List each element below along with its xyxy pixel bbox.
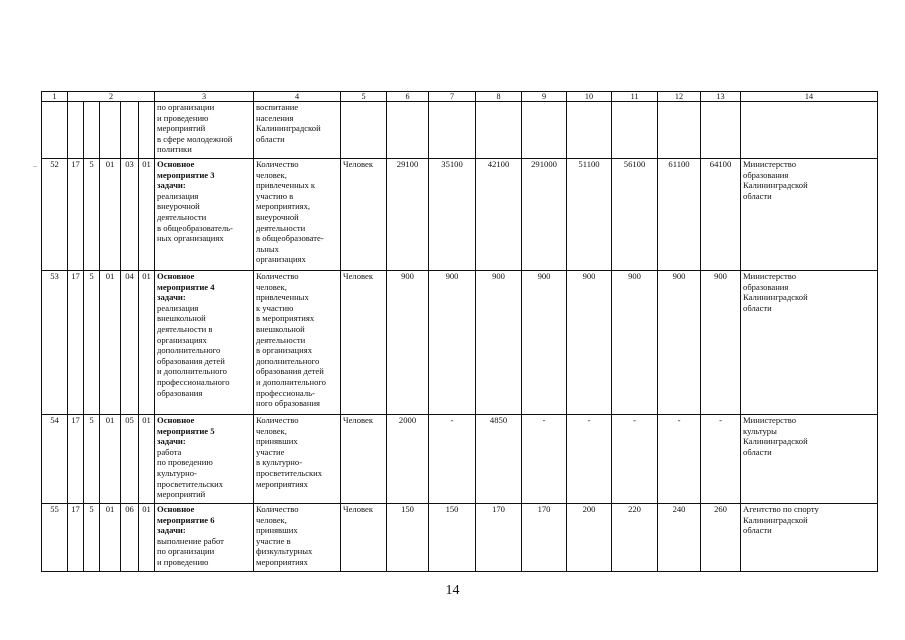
unit-cell: Человек	[341, 504, 387, 572]
header-cell: 8	[476, 92, 522, 102]
executor-cell	[741, 504, 878, 572]
value-cell: 2000	[387, 415, 429, 504]
indicator-text: воспитание населения Калининградской области	[256, 102, 321, 144]
table-row	[42, 271, 878, 415]
code-cell: 03	[121, 159, 139, 271]
page-number: 14	[445, 583, 460, 598]
activity-text: реализация внешкольной деятельности в организациях дополнительного образования детей и дополнительного профессионального образования	[157, 302, 230, 398]
executor-text: Агентство по спорту Калининградской области	[743, 504, 819, 536]
unit-cell: Человек	[341, 271, 387, 415]
value-cell: 220	[612, 504, 658, 572]
value-cell: -	[522, 415, 567, 504]
executor-cell	[741, 271, 878, 415]
row-number: 52	[42, 159, 68, 271]
header-cell: 5	[341, 92, 387, 102]
value-cell: 900	[567, 271, 612, 415]
empty-cell	[68, 102, 84, 159]
header-cell: 1	[42, 92, 68, 102]
value-cell: 35100	[429, 159, 476, 271]
empty-cell	[139, 102, 155, 159]
activities-table	[41, 91, 878, 572]
header-cell: 7	[429, 92, 476, 102]
header-cell: 12	[658, 92, 701, 102]
value-cell: 900	[387, 271, 429, 415]
code-cell: 01	[100, 159, 121, 271]
code-cell: 17	[68, 271, 84, 415]
value-cell: 240	[658, 504, 701, 572]
code-cell: 01	[100, 271, 121, 415]
code-cell: 05	[121, 415, 139, 504]
value-cell: 900	[612, 271, 658, 415]
empty-cell	[341, 102, 387, 159]
code-cell: 06	[121, 504, 139, 572]
header-cell: 3	[155, 92, 254, 102]
value-cell: 51100	[567, 159, 612, 271]
indicator-text: Количество человек, принявших участие в физкультурных мероприятиях	[256, 504, 313, 567]
value-cell: 900	[429, 271, 476, 415]
unit-cell: Человек	[341, 415, 387, 504]
activity-text: работа по проведению культурно- просветительских мероприятий	[157, 446, 224, 500]
code-cell: 01	[139, 159, 155, 271]
code-cell: 17	[68, 415, 84, 504]
indicator-text: Количество человек, привлеченных к участию в мероприятиях, внеурочной деятельности в общеобразовате- льных организациях	[256, 159, 324, 265]
margin-mark: –	[33, 161, 37, 170]
header-cell: 13	[701, 92, 741, 102]
row-number: 55	[42, 504, 68, 572]
code-cell: 17	[68, 504, 84, 572]
code-cell: 01	[139, 271, 155, 415]
activity-title: Основное мероприятие 4 задачи:	[157, 271, 215, 303]
header-cell: 2	[68, 92, 155, 102]
activity-cell	[155, 504, 254, 572]
value-cell: -	[701, 415, 741, 504]
code-cell: 5	[84, 415, 100, 504]
value-cell: 200	[567, 504, 612, 572]
indicator-cell	[254, 415, 341, 504]
empty-cell	[100, 102, 121, 159]
activity-title: Основное мероприятие 3 задачи:	[157, 159, 215, 191]
value-cell: 29100	[387, 159, 429, 271]
value-cell: 291000	[522, 159, 567, 271]
activity-cell	[155, 415, 254, 504]
value-cell: 170	[522, 504, 567, 572]
empty-cell	[522, 102, 567, 159]
value-cell: -	[567, 415, 612, 504]
empty-cell	[741, 102, 878, 159]
header-cell: 4	[254, 92, 341, 102]
indicator-text: Количество человек, привлеченных к участию в мероприятиях внешкольной деятельности в организациях дополнительного образования детей и дополнительного профессиональ- ного образования	[256, 271, 326, 409]
code-cell: 01	[100, 415, 121, 504]
value-cell: 170	[476, 504, 522, 572]
unit-cell: Человек	[341, 159, 387, 271]
value-cell: 900	[701, 271, 741, 415]
executor-text: Министерство образования Калининградской области	[743, 159, 808, 201]
code-cell: 17	[68, 159, 84, 271]
header-cell: 6	[387, 92, 429, 102]
empty-cell	[121, 102, 139, 159]
value-cell: -	[658, 415, 701, 504]
empty-cell	[84, 102, 100, 159]
value-cell: 4850	[476, 415, 522, 504]
code-cell: 04	[121, 271, 139, 415]
value-cell: 64100	[701, 159, 741, 271]
indicator-cell	[254, 504, 341, 572]
code-cell: 01	[139, 415, 155, 504]
value-cell: 900	[522, 271, 567, 415]
executor-cell	[741, 159, 878, 271]
empty-cell	[42, 102, 68, 159]
value-cell: 900	[658, 271, 701, 415]
indicator-text: Количество человек, принявших участие в культурно- просветительских мероприятиях	[256, 415, 323, 489]
indicator-cell	[254, 159, 341, 271]
value-cell: 42100	[476, 159, 522, 271]
code-cell: 5	[84, 159, 100, 271]
activity-title: Основное мероприятие 6 задачи:	[157, 504, 215, 536]
activity-text: реализация внеурочной деятельности в общеобразователь- ных организациях	[157, 190, 233, 244]
activity-title: Основное мероприятие 5 задачи:	[157, 415, 215, 447]
value-cell: 150	[429, 504, 476, 572]
row-number: 54	[42, 415, 68, 504]
code-cell: 5	[84, 504, 100, 572]
value-cell: 150	[387, 504, 429, 572]
header-cell: 10	[567, 92, 612, 102]
activity-cell	[155, 159, 254, 271]
empty-cell	[612, 102, 658, 159]
indicator-cell	[254, 271, 341, 415]
header-cell: 11	[612, 92, 658, 102]
header-cell: 9	[522, 92, 567, 102]
table-row	[42, 504, 878, 572]
value-cell: -	[612, 415, 658, 504]
value-cell: 56100	[612, 159, 658, 271]
header-row	[42, 92, 878, 102]
empty-cell	[476, 102, 522, 159]
executor-text: Министерство образования Калининградской области	[743, 271, 808, 313]
value-cell: 900	[476, 271, 522, 415]
empty-cell	[429, 102, 476, 159]
empty-cell	[658, 102, 701, 159]
indicator-cell	[254, 102, 341, 159]
activity-cell	[155, 102, 254, 159]
executor-cell	[741, 415, 878, 504]
continuation-row	[42, 102, 878, 159]
row-number: 53	[42, 271, 68, 415]
code-cell: 01	[100, 504, 121, 572]
empty-cell	[701, 102, 741, 159]
table-row	[42, 415, 878, 504]
value-cell: -	[429, 415, 476, 504]
activity-text: по организации и проведению мероприятий в сфере молодежной политики	[157, 102, 233, 155]
header-cell: 14	[741, 92, 878, 102]
activity-cell	[155, 271, 254, 415]
empty-cell	[567, 102, 612, 159]
value-cell: 260	[701, 504, 741, 572]
activity-text: выполнение работ по организации и проведению	[157, 535, 224, 567]
code-cell: 5	[84, 271, 100, 415]
executor-text: Министерство культуры Калининградской области	[743, 415, 808, 457]
empty-cell	[387, 102, 429, 159]
code-cell: 01	[139, 504, 155, 572]
value-cell: 61100	[658, 159, 701, 271]
table-row	[42, 159, 878, 271]
